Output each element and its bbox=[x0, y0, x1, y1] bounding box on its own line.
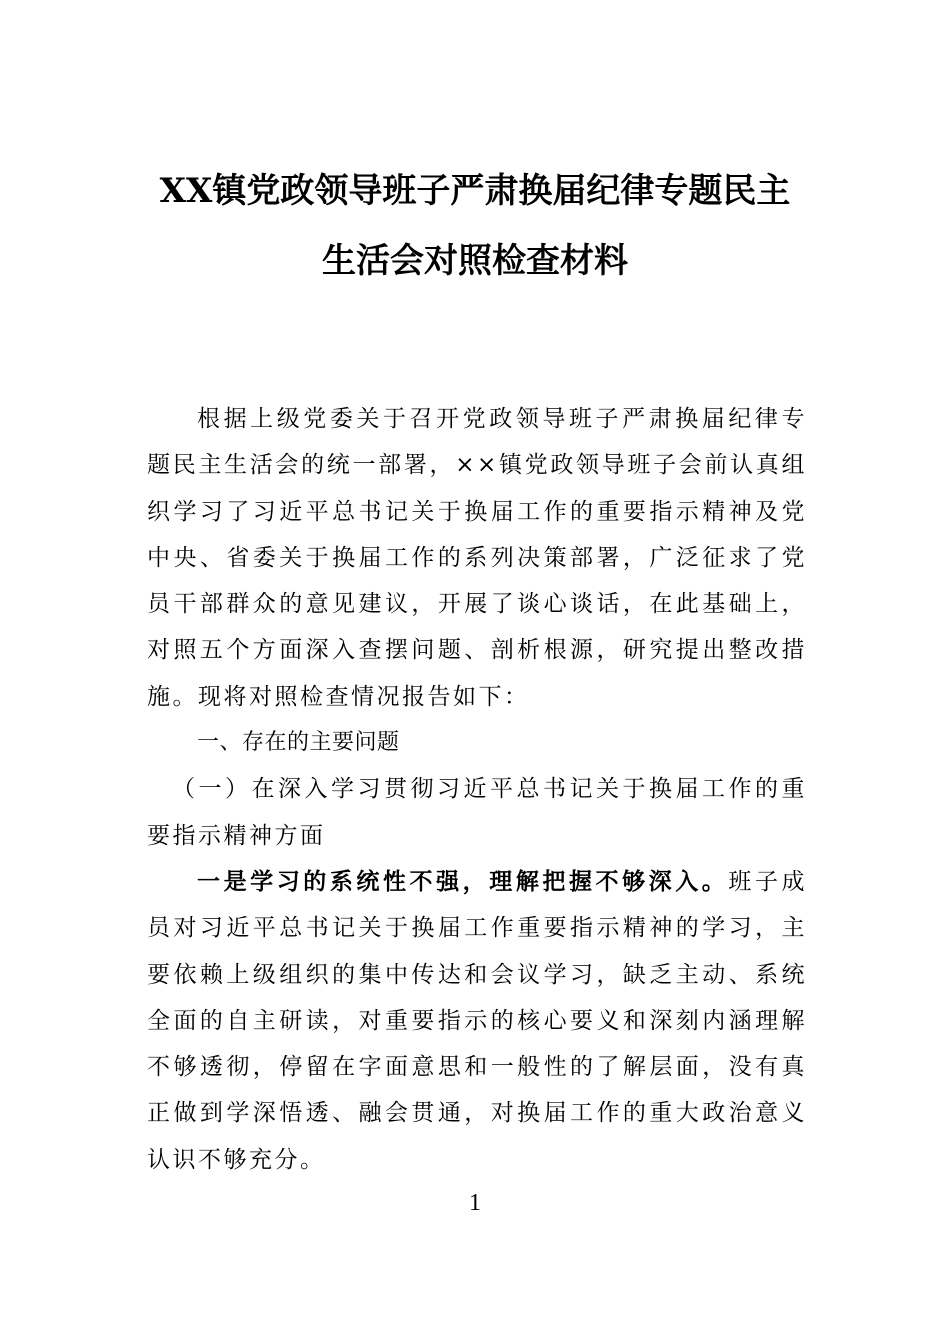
point-1-body: 班子成员对习近平总书记关于换届工作重要指示精神的学习，主要依赖上级组织的集中传达和会议学习，缺乏主动、系统全面的自主研读，对重要指示的核心要义和深刻内涵理解不够透彻，停留在字面意思和一般性的了解层面，没有真正做到学深悟透、融会贯通，对换届工作的重大政治意义认识不够充分。 bbox=[147, 868, 808, 1173]
document-body bbox=[147, 396, 807, 1183]
section-heading-1: 一、存在的主要问题 bbox=[197, 730, 400, 756]
document-title-line-2: 生活会对照检查材料 bbox=[322, 241, 628, 281]
point-paragraph-1 bbox=[147, 859, 807, 1183]
intro-paragraph: 根据上级党委关于召开党政领导班子严肃换届纪律专题民主生活会的统一部署，××镇党政领导班子会前认真组织学习了习近平总书记关于换届工作的重要指示精神及党中央、省委关于换届工作的系列决策部署，广泛征求了党员干部群众的意见建议，开展了谈心谈话，在此基础上，对照五个方面深入查摆问题、剖析根源，研究提出整改措施。现将对照检查情况报告如下： bbox=[147, 406, 807, 710]
document-title-line-1: XX镇党政领导班子严肃换届纪律专题民主 bbox=[159, 171, 791, 211]
point-1-lead: 一是学习的系统性不强，理解把握不够深入。 bbox=[197, 867, 729, 895]
subsection-heading-1: （一）在深入学习贯彻习近平总书记关于换届工作的重要指示精神方面 bbox=[147, 776, 807, 849]
page-number: 1 bbox=[469, 1190, 481, 1216]
